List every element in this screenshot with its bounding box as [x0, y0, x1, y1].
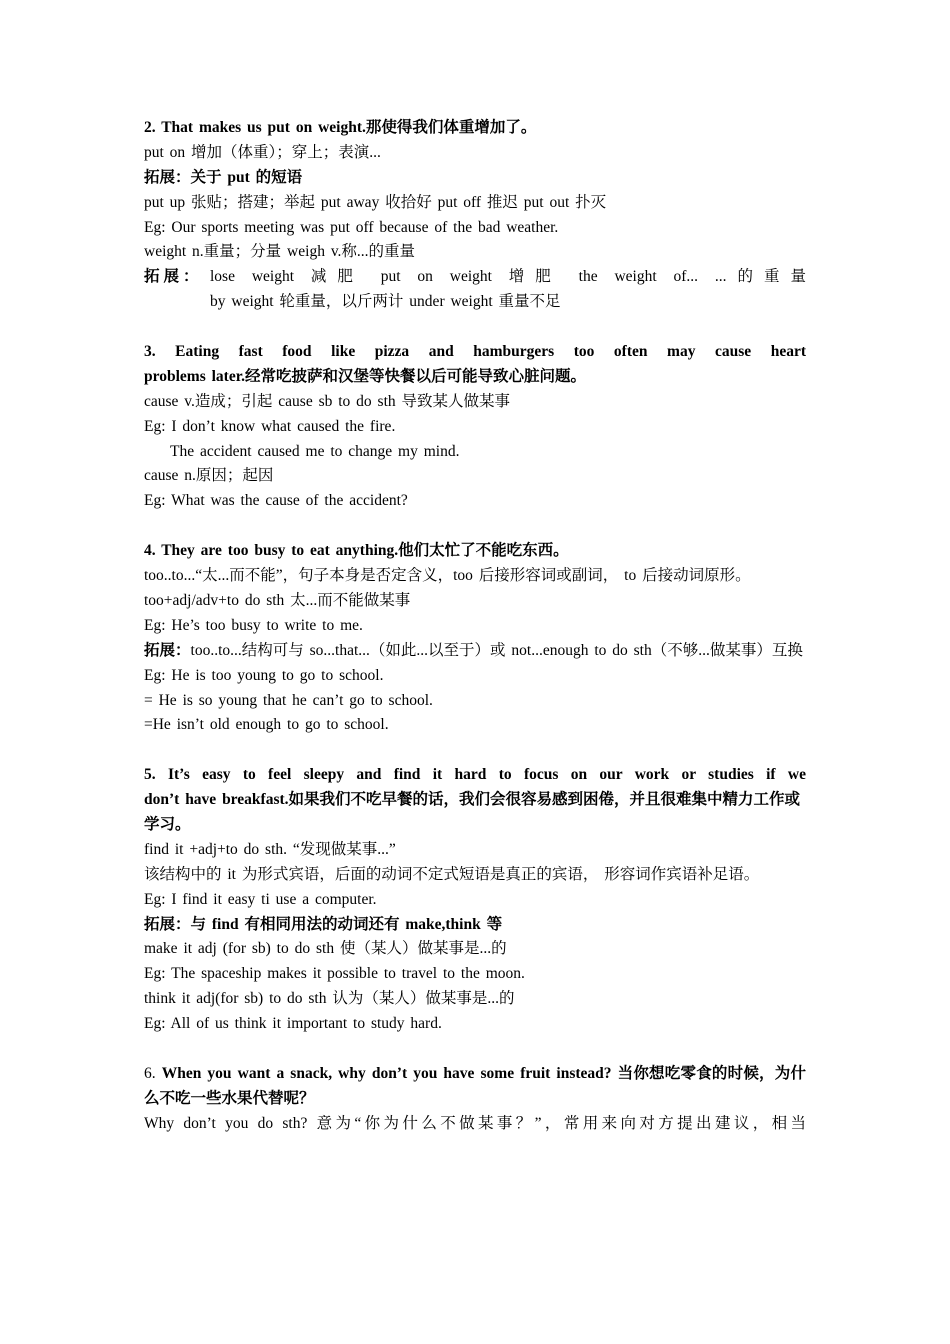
phrase-list: put up 张贴；搭建；举起 put away 收拾好 put off 推迟 put out 扑灭 [144, 193, 607, 211]
extension-text: too..to...结构可与 so...that...（如此...以至于）或 not...enough to do sth（不够...做某事）互换 [190, 641, 803, 659]
example-line: Eg: He is too young to go to school. [144, 666, 384, 684]
document-page [144, 116, 806, 1137]
extension-label: 拓展： [144, 268, 203, 286]
section-number: 6. [144, 1064, 156, 1082]
pattern-line: make it adj (for sb) to do sth 使（某人）做某事是...的 [144, 940, 507, 958]
example-line: Eg: What was the cause of the accident? [144, 492, 408, 510]
section-5-heading: 5. It’s easy to feel sleepy and find it hard to focus on our work or studies if we [144, 766, 806, 784]
example-line: Eg: I don’t know what caused the fire. [144, 417, 396, 435]
pattern-line: too+adj/adv+to do sth 太...而不能做某事 [144, 591, 411, 609]
example-line: =He isn’t old enough to go to school. [144, 716, 389, 734]
definition-line: cause n.原因；起因 [144, 467, 274, 485]
pattern-line: find it +adj+to do sth. “发现做某事...” [144, 840, 396, 858]
example-line: The accident caused me to change my mind. [170, 442, 460, 460]
section-5-heading-cont: don’t have breakfast.如果我们不吃早餐的话，我们会很容易感到困倦，并且很难集中精力工作或学习。 [144, 791, 801, 833]
extension-heading: 拓展：关于 put 的短语 [144, 168, 303, 186]
section-3-heading-cont: problems later.经常吃披萨和汉堡等快餐以后可能导致心脏问题。 [144, 367, 587, 385]
extension-text: lose weight 减肥 put on weight 增肥 the weight of... ...的重量 [210, 268, 806, 286]
pattern-line: think it adj(for sb) to do sth 认为（某人）做某事是...的 [144, 990, 515, 1008]
extension-line [144, 265, 806, 290]
definition-line: cause v.造成；引起 cause sb to do sth 导致某人做某事 [144, 392, 511, 410]
extension-paragraph [144, 639, 806, 664]
extension-label: 拓展： [144, 641, 191, 659]
definition-line: weight n.重量；分量 weigh v.称...的重量 [144, 243, 416, 261]
section-2-heading: 2. That makes us put on weight.那使得我们体重增加了。 [144, 119, 537, 136]
spacer [144, 514, 806, 539]
section-3-heading: 3. Eating fast food like pizza and hamburgers too often may cause heart [144, 343, 806, 361]
section-6-heading [144, 1062, 806, 1112]
explanation-paragraph: too..to...“太...而不能”，句子本身是否定含义，too 后接形容词或副词， to 后接动词原形。 [144, 567, 751, 585]
example-line: Eg: All of us think it important to study hard. [144, 1015, 442, 1033]
definition-line: put on 增加（体重）；穿上；表演... [144, 143, 381, 161]
extension-continuation: by weight 轮重量，以斤两计 under weight 重量不足 [210, 293, 561, 311]
spacer [144, 315, 806, 340]
spacer [144, 738, 806, 763]
example-line: Eg: Our sports meeting was put off because of the bad weather. [144, 218, 559, 236]
explanation-line: Why don’t you do sth? 意为“你为什么不做某事？”，常用来向对方提出建议，相当 [144, 1114, 806, 1132]
example-line: Eg: He’s too busy to write to me. [144, 616, 363, 634]
extension-heading: 拓展：与 find 有相同用法的动词还有 make,think 等 [144, 915, 503, 933]
section-6-heading-text: When you want a snack, why don’t you have some fruit instead? 当你想吃零食的时候，为什么不吃一些水果代替呢？ [144, 1064, 806, 1107]
section-4-heading: 4. They are too busy to eat anything.他们太忙了不能吃东西。 [144, 542, 569, 560]
example-line: Eg: The spaceship makes it possible to travel to the moon. [144, 965, 525, 983]
example-line: = He is so young that he can’t go to school. [144, 691, 433, 709]
explanation-paragraph: 该结构中的 it 为形式宾语，后面的动词不定式短语是真正的宾语， 形容词作宾语补足语。 [144, 865, 760, 883]
example-line: Eg: I find it easy ti use a computer. [144, 890, 377, 908]
spacer [144, 1037, 806, 1062]
